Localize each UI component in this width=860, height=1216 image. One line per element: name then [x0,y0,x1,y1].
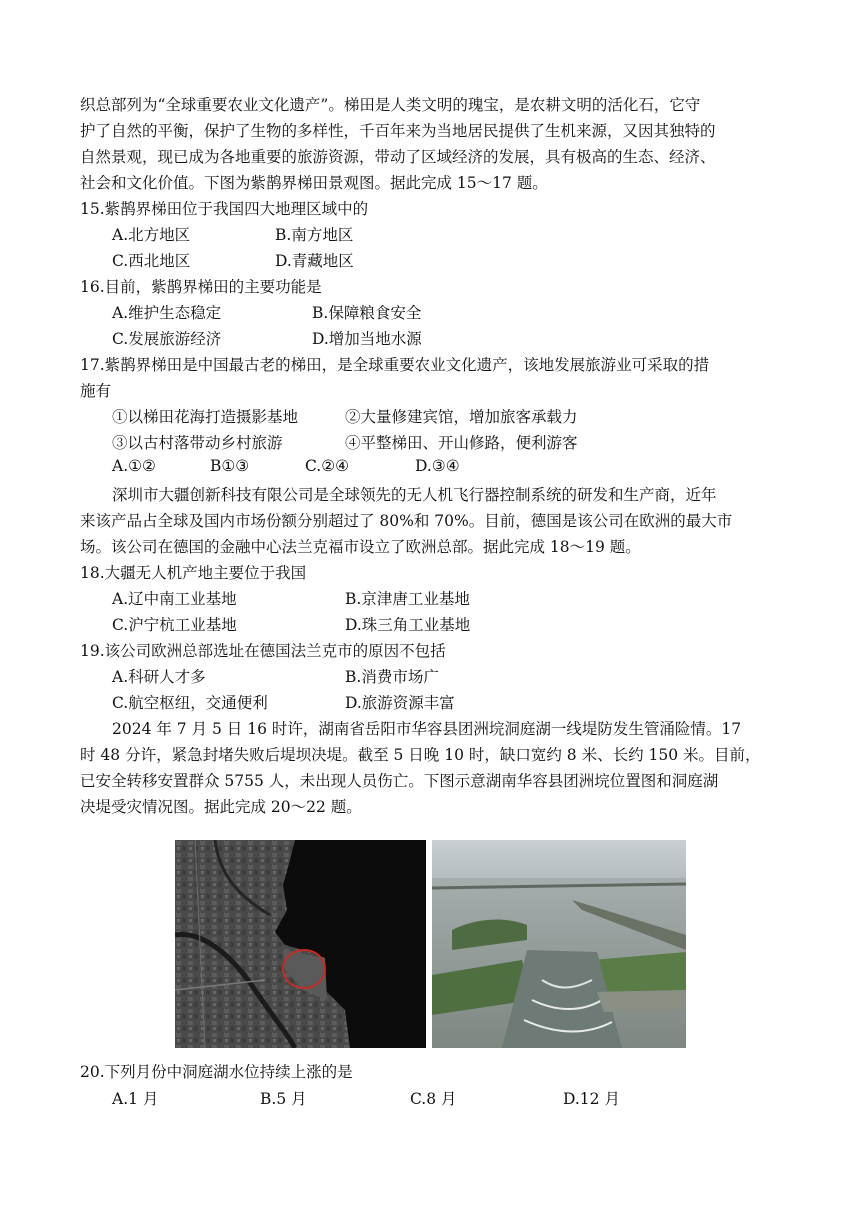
q18-option-b: B.京津唐工业基地 [345,590,470,608]
q20-option-a: A.1 月 [112,1090,159,1108]
q16-option-b: B.保障粮食安全 [312,304,422,322]
q20-stem: 20.下列月份中洞庭湖水位持续上涨的是 [80,1063,353,1081]
intro-1-line-1: 织总部列为“全球重要农业文化遗产”。梯田是人类文明的瑰宝，是农耕文明的活化石，它守 [80,96,701,114]
q17-stem-line-2: 施有 [80,382,112,400]
q17-option-a: A.①② [112,457,156,475]
intro-1-line-3: 自然景观，现已成为各地重要的旅游资源，带动了区域经济的发展，具有极高的生态、经济、 [80,148,716,166]
q16-option-c: C.发展旅游经济 [112,330,222,348]
intro-2-line-3: 场。该公司在德国的金融中心法兰克福市设立了欧洲总部。据此完成 18～19 题。 [80,538,641,556]
q18-option-c: C.沪宁杭工业基地 [112,616,237,634]
q19-option-c: C.航空枢纽，交通便利 [112,694,268,712]
intro-1-line-4: 社会和文化价值。下图为紫鹊界梯田景观图。据此完成 15～17 题。 [80,174,548,192]
q17-statement-1: ①以梯田花海打造摄影基地 [112,408,299,426]
q16-option-d: D.增加当地水源 [312,330,422,348]
q17-option-c: C.②④ [305,457,350,475]
intro-3-line-1: 2024 年 7 月 5 日 16 时许，湖南省岳阳市华容县团洲垸洞庭湖一线堤防发生管涌险情。17 [112,720,742,738]
q16-stem: 16.目前，紫鹊界梯田的主要功能是 [80,278,322,296]
q17-statement-4: ④平整梯田、开山修路，便利游客 [345,434,578,452]
intro-2-line-2: 来该产品占全球及国内市场份额分别超过了 80%和 70%。目前，德国是该公司在欧洲的最大市 [80,512,733,530]
q15-option-a: A.北方地区 [112,226,191,244]
q19-option-a: A.科研人才多 [112,668,206,686]
q18-option-a: A.辽中南工业基地 [112,590,237,608]
q15-stem: 15.紫鹊界梯田位于我国四大地理区域中的 [80,200,369,218]
q17-option-d: D.③④ [415,457,460,475]
q17-option-b: B①③ [210,457,250,475]
q17-stem-line-1: 17.紫鹊界梯田是中国最古老的梯田，是全球重要农业文化遗产，该地发展旅游业可采取的措 [80,356,710,374]
q18-stem: 18.大疆无人机产地主要位于我国 [80,564,307,582]
tuanzhouyuan-location-satellite-map [175,840,426,1048]
dike-breach-flood-photo [432,840,686,1048]
q20-option-c: C.8 月 [410,1090,457,1108]
intro-2-line-1: 深圳市大疆创新科技有限公司是全球领先的无人机飞行器控制系统的研发和生产商，近年 [112,486,717,504]
q19-stem: 19.该公司欧洲总部选址在德国法兰克市的原因不包括 [80,642,446,660]
intro-3-line-4: 决堤受灾情况图。据此完成 20～22 题。 [80,798,362,816]
q18-option-d: D.珠三角工业基地 [345,616,471,634]
q15-option-c: C.西北地区 [112,252,191,270]
q20-option-d: D.12 月 [563,1090,620,1108]
q17-statement-3: ③以古村落带动乡村旅游 [112,434,283,452]
intro-1-line-2: 护了自然的平衡，保护了生物的多样性，千百年来为当地居民提供了生机来源，又因其独特的 [80,122,716,140]
q19-option-d: D.旅游资源丰富 [345,694,455,712]
q15-option-d: D.青藏地区 [275,252,354,270]
intro-3-line-2: 时 48 分许，紧急封堵失败后堤坝决堤。截至 5 日晚 10 时，缺口宽约 8 米、长约 150 米。目前， [80,746,761,764]
q16-option-a: A.维护生态稳定 [112,304,222,322]
q15-option-b: B.南方地区 [275,226,354,244]
q19-option-b: B.消费市场广 [345,668,439,686]
q17-statement-2: ②大量修建宾馆，增加旅客承载力 [345,408,578,426]
q20-option-b: B.5 月 [260,1090,307,1108]
intro-3-line-3: 已安全转移安置群众 5755 人，未出现人员伤亡。下图示意湖南华容县团洲垸位置图和洞庭湖 [80,772,719,790]
